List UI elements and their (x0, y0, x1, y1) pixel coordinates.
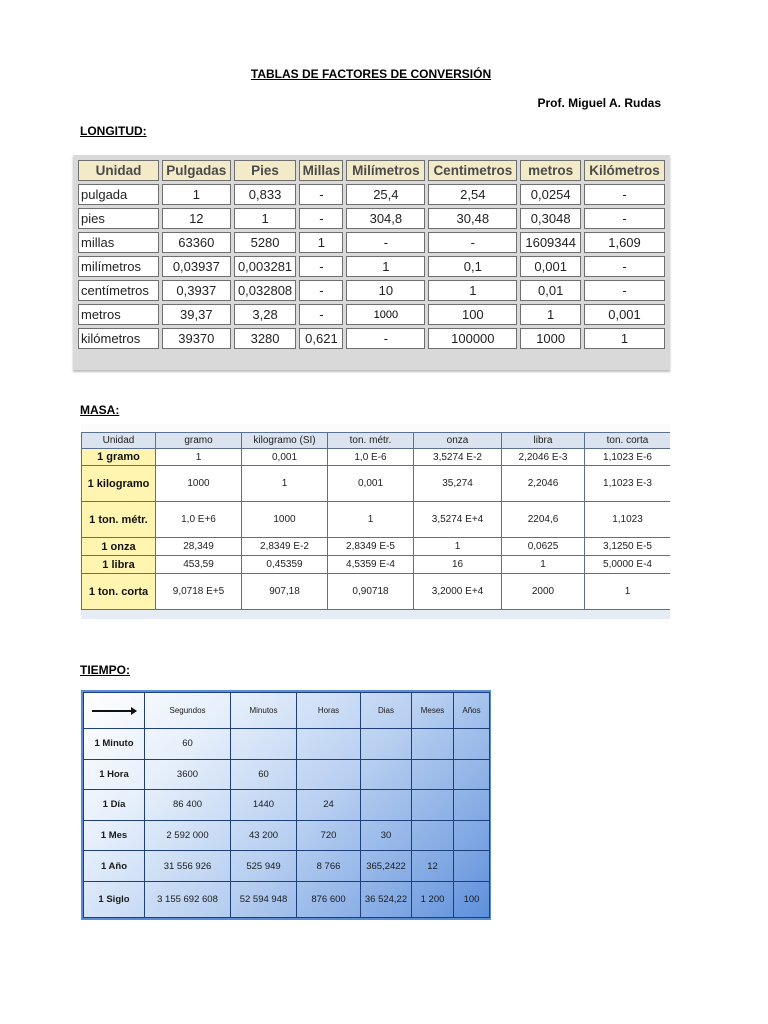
table-cell: 2,54 (428, 184, 517, 205)
table-cell: 1609344 (520, 232, 581, 253)
table-cell (361, 759, 412, 790)
table-cell (361, 790, 412, 821)
table-cell: 8 766 (297, 851, 361, 882)
table-cell: 1,609 (584, 232, 665, 253)
table-cell (412, 729, 454, 760)
table-cell: 1 (584, 328, 665, 349)
longitud-header-row (78, 160, 665, 181)
table-cell: 12 (412, 851, 454, 882)
table-cell (231, 729, 297, 760)
table-cell: 24 (297, 790, 361, 821)
corner-cell (84, 693, 145, 729)
tiempo-table (83, 692, 490, 918)
table-row (82, 449, 671, 466)
column-header: Dias (361, 693, 412, 729)
table-cell: 1 (156, 449, 242, 466)
table-cell: - (584, 208, 665, 229)
row-label: 1 onza (82, 538, 156, 556)
table-cell: 16 (414, 556, 502, 574)
table-row (78, 304, 665, 325)
column-header: onza (414, 433, 502, 449)
table-cell: 28,349 (156, 538, 242, 556)
table-cell: 39,37 (162, 304, 231, 325)
table-cell: 0,003281 (234, 256, 297, 277)
table-cell (412, 820, 454, 851)
table-cell: 907,18 (242, 574, 328, 610)
table-cell: 0,03937 (162, 256, 231, 277)
table-cell: - (299, 304, 343, 325)
table-cell: 1 (502, 556, 585, 574)
table-row (82, 538, 671, 556)
table-cell: 36 524,22 (361, 882, 412, 918)
table-row (84, 790, 490, 821)
table-cell (361, 729, 412, 760)
table-cell: 5,0000 E-4 (585, 556, 671, 574)
table-cell: 1 (520, 304, 581, 325)
tiempo-heading: TIEMPO: (80, 663, 130, 677)
table-cell: 1000 (520, 328, 581, 349)
table-cell: 2,2046 E-3 (502, 449, 585, 466)
table-cell: 1 (585, 574, 671, 610)
table-row (82, 556, 671, 574)
row-label: milímetros (78, 256, 159, 277)
table-cell: 1 (299, 232, 343, 253)
table-cell (454, 759, 490, 790)
column-header: Horas (297, 693, 361, 729)
table-cell: 0,621 (299, 328, 343, 349)
column-header: Centimetros (428, 160, 517, 181)
table-cell: 2204,6 (502, 502, 585, 538)
table-row (84, 729, 490, 760)
table-cell: 0,001 (328, 466, 414, 502)
row-label: 1 Año (84, 851, 145, 882)
table-cell: 1 200 (412, 882, 454, 918)
table-cell: - (584, 280, 665, 301)
table-cell: 3,2000 E+4 (414, 574, 502, 610)
row-label: 1 Hora (84, 759, 145, 790)
table-cell: 60 (231, 759, 297, 790)
column-header: Años (454, 693, 490, 729)
table-cell: 4,5359 E-4 (328, 556, 414, 574)
table-cell (454, 790, 490, 821)
table-cell: 0,833 (234, 184, 297, 205)
table-cell: 3,5274 E+4 (414, 502, 502, 538)
table-cell: 1 (242, 466, 328, 502)
table-row (84, 882, 490, 918)
table-cell: 365,2422 (361, 851, 412, 882)
table-cell: 2,8349 E-2 (242, 538, 328, 556)
table-cell: 1 (162, 184, 231, 205)
row-label: 1 gramo (82, 449, 156, 466)
table-cell (297, 759, 361, 790)
table-cell (454, 851, 490, 882)
table-cell: 100 (428, 304, 517, 325)
row-label: metros (78, 304, 159, 325)
table-cell: 39370 (162, 328, 231, 349)
row-label: 1 Mes (84, 820, 145, 851)
table-cell: 0,3937 (162, 280, 231, 301)
table-cell: 1 (428, 280, 517, 301)
table-cell (454, 729, 490, 760)
column-header: kilogramo (SI) (242, 433, 328, 449)
table-cell: 43 200 (231, 820, 297, 851)
row-label: 1 kilogramo (82, 466, 156, 502)
table-cell: 3,28 (234, 304, 297, 325)
table-row (84, 851, 490, 882)
table-cell: 0,001 (242, 449, 328, 466)
table-cell: 0,001 (584, 304, 665, 325)
table-cell: 1000 (156, 466, 242, 502)
table-cell: 0,1 (428, 256, 517, 277)
table-cell: 9,0718 E+5 (156, 574, 242, 610)
table-row (78, 280, 665, 301)
author-name: Prof. Miguel A. Rudas (537, 96, 661, 110)
table-cell: 100 (454, 882, 490, 918)
column-header: Unidad (78, 160, 159, 181)
masa-header-row (82, 433, 671, 449)
column-header: ton. métr. (328, 433, 414, 449)
table-cell: 304,8 (346, 208, 425, 229)
table-cell: 0,032808 (234, 280, 297, 301)
table-row (82, 466, 671, 502)
table-cell: 0,01 (520, 280, 581, 301)
column-header: Unidad (82, 433, 156, 449)
table-cell: 1000 (346, 304, 425, 325)
table-cell: - (299, 184, 343, 205)
table-cell (454, 820, 490, 851)
table-cell: 2,8349 E-5 (328, 538, 414, 556)
table-row (84, 759, 490, 790)
table-cell: - (584, 256, 665, 277)
masa-heading: MASA: (80, 403, 120, 417)
table-cell: - (299, 256, 343, 277)
column-header: Pulgadas (162, 160, 231, 181)
row-label: 1 Siglo (84, 882, 145, 918)
table-cell: 10 (346, 280, 425, 301)
column-header: Kilómetros (584, 160, 665, 181)
table-cell: 25,4 (346, 184, 425, 205)
table-cell: 453,59 (156, 556, 242, 574)
document-title: TABLAS DE FACTORES DE CONVERSIÓN (250, 67, 492, 81)
table-cell: - (346, 328, 425, 349)
column-header: metros (520, 160, 581, 181)
row-label: 1 Día (84, 790, 145, 821)
table-cell: 3,1250 E-5 (585, 538, 671, 556)
table-cell: 876 600 (297, 882, 361, 918)
longitud-heading: LONGITUD: (80, 124, 147, 138)
table-cell: 1 (414, 538, 502, 556)
table-cell: 525 949 (231, 851, 297, 882)
column-header: libra (502, 433, 585, 449)
table-row (84, 820, 490, 851)
row-label: pulgada (78, 184, 159, 205)
table-cell: 1 (328, 502, 414, 538)
table-cell: 0,0254 (520, 184, 581, 205)
table-cell: 12 (162, 208, 231, 229)
table-row (78, 328, 665, 349)
row-label: 1 ton. métr. (82, 502, 156, 538)
column-header: Millas (299, 160, 343, 181)
table-row (82, 502, 671, 538)
table-cell: 31 556 926 (145, 851, 231, 882)
table-cell: 0,3048 (520, 208, 581, 229)
table-cell: 3600 (145, 759, 231, 790)
column-header: Meses (412, 693, 454, 729)
table-cell: 3280 (234, 328, 297, 349)
table-cell: 1,0 E+6 (156, 502, 242, 538)
row-label: 1 libra (82, 556, 156, 574)
table-row (78, 184, 665, 205)
table-cell: 1,0 E-6 (328, 449, 414, 466)
table-cell: - (428, 232, 517, 253)
longitud-table (75, 157, 668, 352)
table-cell: - (584, 184, 665, 205)
tiempo-header-row (84, 693, 490, 729)
table-cell: 1,1023 (585, 502, 671, 538)
table-cell: 0,0625 (502, 538, 585, 556)
row-label: kilómetros (78, 328, 159, 349)
table-cell: 1440 (231, 790, 297, 821)
table-cell: 3,5274 E-2 (414, 449, 502, 466)
row-label: pies (78, 208, 159, 229)
table-cell: 86 400 (145, 790, 231, 821)
column-header: gramo (156, 433, 242, 449)
table-cell (412, 790, 454, 821)
table-cell (297, 729, 361, 760)
table-cell: 1,1023 E-6 (585, 449, 671, 466)
table-cell: 60 (145, 729, 231, 760)
table-cell: 52 594 948 (231, 882, 297, 918)
table-cell: 0,90718 (328, 574, 414, 610)
table-cell: 1000 (242, 502, 328, 538)
table-cell: 35,274 (414, 466, 502, 502)
column-header: Segundos (145, 693, 231, 729)
table-cell: 0,45359 (242, 556, 328, 574)
table-cell (412, 759, 454, 790)
table-cell: 30,48 (428, 208, 517, 229)
table-cell: 3 155 692 608 (145, 882, 231, 918)
masa-table (81, 432, 670, 610)
table-cell: 2000 (502, 574, 585, 610)
table-cell: 1 (346, 256, 425, 277)
table-row (78, 256, 665, 277)
column-header: ton. corta (585, 433, 671, 449)
table-cell: 30 (361, 820, 412, 851)
masa-table-panel (81, 424, 670, 619)
table-cell: - (299, 280, 343, 301)
table-cell: 5280 (234, 232, 297, 253)
longitud-table-panel (73, 155, 670, 370)
table-row (78, 232, 665, 253)
table-cell: - (299, 208, 343, 229)
table-cell: 100000 (428, 328, 517, 349)
table-row (78, 208, 665, 229)
row-label: millas (78, 232, 159, 253)
masa-caption-strip (81, 424, 670, 432)
table-cell: - (346, 232, 425, 253)
column-header: Pies (234, 160, 297, 181)
column-header: Minutos (231, 693, 297, 729)
row-label: 1 Minuto (84, 729, 145, 760)
row-label: 1 ton. corta (82, 574, 156, 610)
table-cell: 720 (297, 820, 361, 851)
table-cell: 2,2046 (502, 466, 585, 502)
table-cell: 1,1023 E-3 (585, 466, 671, 502)
row-label: centímetros (78, 280, 159, 301)
table-cell: 2 592 000 (145, 820, 231, 851)
table-cell: 1 (234, 208, 297, 229)
arrow-right-icon (92, 710, 136, 712)
column-header: Milímetros (346, 160, 425, 181)
table-cell: 63360 (162, 232, 231, 253)
table-row (82, 574, 671, 610)
tiempo-table-panel (81, 690, 491, 920)
table-cell: 0,001 (520, 256, 581, 277)
